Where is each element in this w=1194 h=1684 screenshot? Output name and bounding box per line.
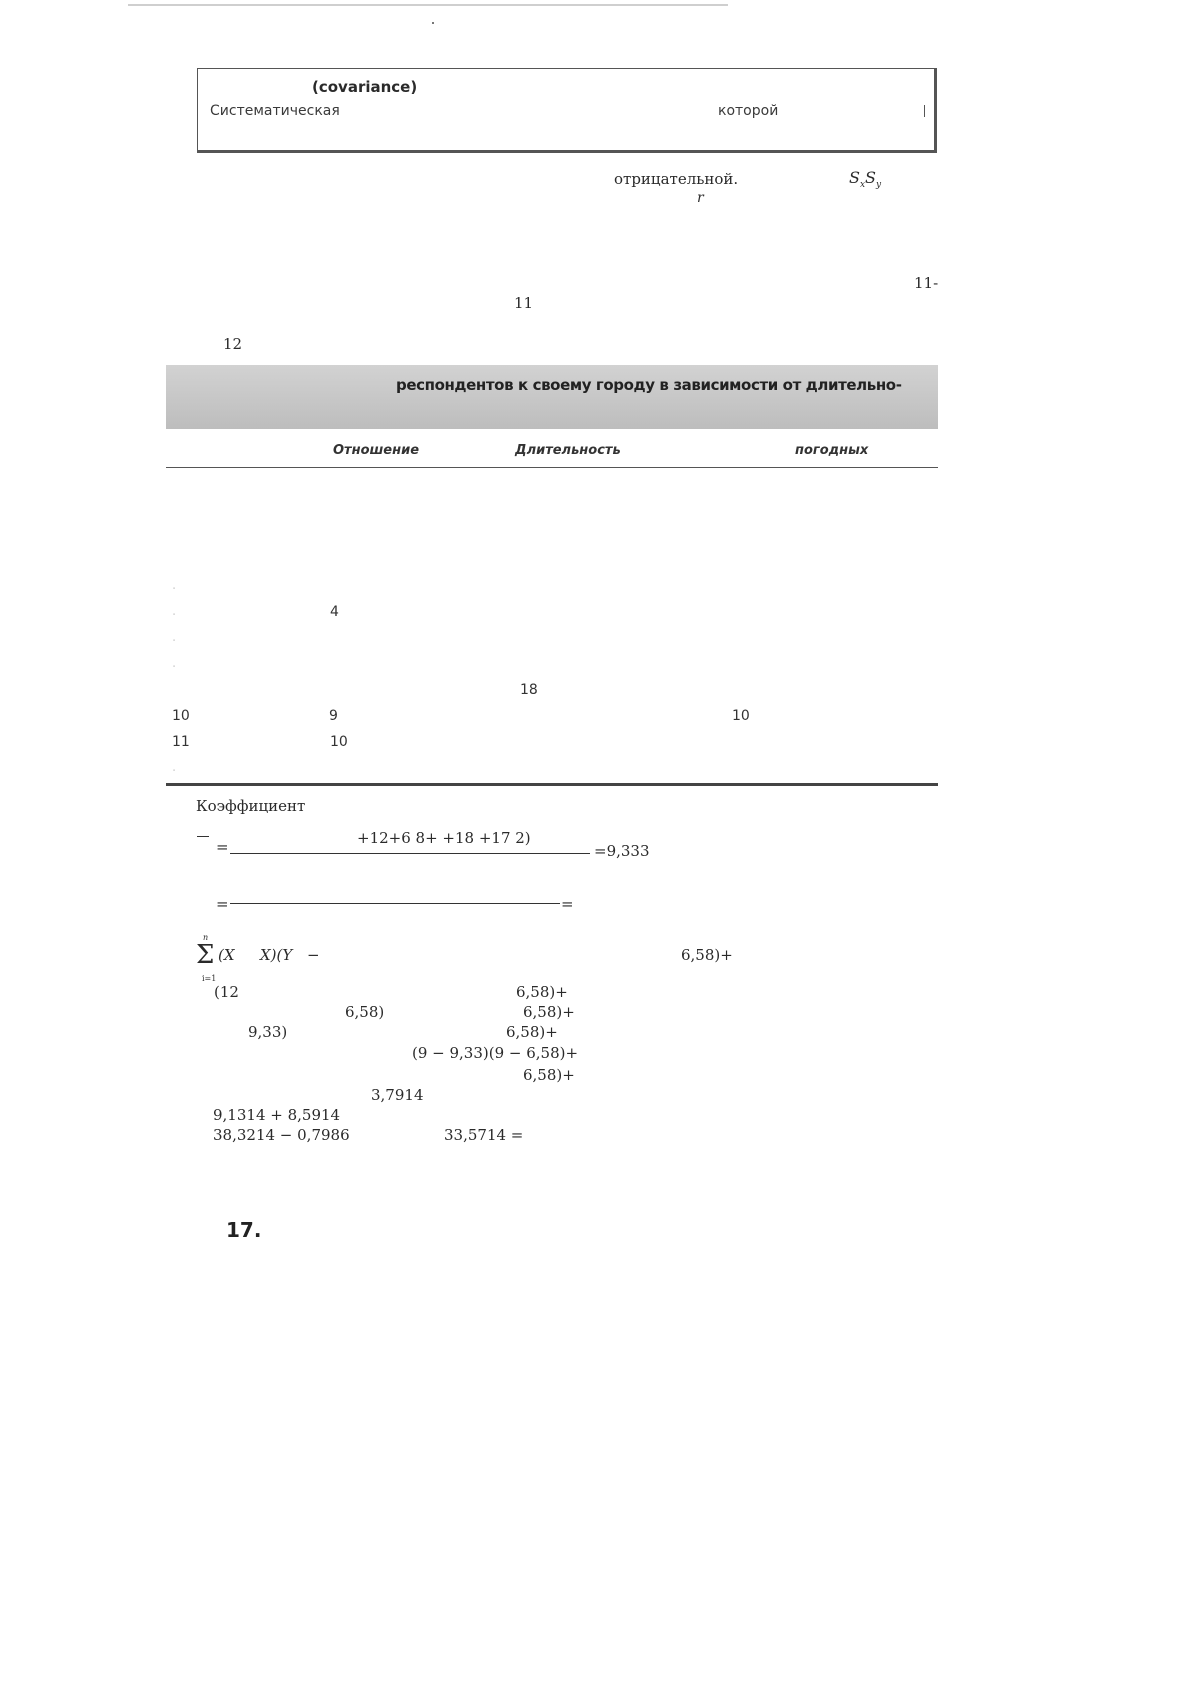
- faded-row-marker: ·: [172, 634, 177, 649]
- sx-subscript: x: [859, 180, 866, 191]
- covariance-fraction-line: [230, 903, 560, 904]
- column-header-attitude: Отношение: [333, 443, 420, 458]
- sum-lower-limit: i=1: [202, 974, 217, 983]
- calc-line-2-left: (12: [214, 983, 239, 1001]
- sx-letter: S: [849, 168, 860, 187]
- table-cell: 11: [172, 734, 190, 750]
- calc-line-7: 3,7914: [371, 1086, 424, 1104]
- faded-row-marker: ·: [172, 608, 177, 623]
- scan-speck: [432, 22, 434, 24]
- calc-line-4-left: 9,33): [248, 1023, 288, 1041]
- definition-box: [197, 68, 937, 153]
- column-header-duration: Длительность: [515, 443, 621, 458]
- calc-line-9-right: 33,5714 =: [444, 1126, 524, 1144]
- calc-line-8: 9,1314 + 8,5914: [213, 1106, 341, 1124]
- calc-line-3-right: 6,58)+: [523, 1003, 575, 1021]
- definition-text-right: которой: [718, 103, 779, 119]
- sum-term-minus: −: [307, 946, 320, 964]
- calc-line-3-mid: 6,58): [345, 1003, 385, 1021]
- faded-row-marker: ·: [172, 582, 177, 597]
- r-symbol: r: [697, 190, 704, 206]
- faded-row-marker: ·: [172, 764, 177, 779]
- calc-line-2-right: 6,58)+: [516, 983, 568, 1001]
- calc-line-1: 6,58)+: [681, 946, 733, 964]
- definition-term: (covariance): [312, 78, 418, 96]
- table-cell: 4: [330, 604, 339, 620]
- mean-result: =9,333: [594, 842, 650, 860]
- table-title-band: [166, 365, 938, 429]
- table-cell: 10: [330, 734, 348, 750]
- calc-line-4-right: 6,58)+: [506, 1023, 558, 1041]
- sum-term-x: (X: [218, 946, 235, 964]
- page-number: 17.: [226, 1218, 262, 1242]
- calc-line-6: 6,58)+: [523, 1066, 575, 1084]
- definition-tick-mark: [924, 105, 925, 117]
- definition-text-left: Систематическая: [210, 103, 340, 119]
- equals-sign: =: [216, 895, 229, 913]
- calc-line-5: (9 − 9,33)(9 − 6,58)+: [412, 1044, 579, 1062]
- mean-numerator: +12+6 8+ +18 +17 2): [357, 829, 531, 847]
- equals-sign: =: [216, 838, 229, 856]
- sum-symbol: Σ: [196, 940, 215, 970]
- reference-11-middle: 11: [514, 294, 534, 312]
- calc-line-9-left: 38,3214 − 0,7986: [213, 1126, 350, 1144]
- coefficient-label: Коэффициент: [196, 797, 306, 815]
- sum-upper-limit: n: [203, 933, 209, 942]
- table-title: респондентов к своему городу в зависимости от длительно-: [396, 376, 902, 394]
- word-negative: отрицательной.: [614, 170, 739, 188]
- sy-subscript: y: [876, 180, 882, 191]
- mean-bar: [197, 836, 209, 837]
- reference-12: 12: [223, 335, 243, 353]
- sy-letter: S: [865, 168, 877, 187]
- table-bottom-rule: [166, 783, 938, 786]
- table-header-rule: [166, 467, 938, 468]
- reference-11-right: 11-: [914, 274, 939, 292]
- equals-sign: =: [561, 895, 574, 913]
- column-header-weather: погодных: [795, 443, 869, 458]
- mean-fraction-line: [230, 853, 590, 854]
- table-cell: 9: [329, 708, 338, 724]
- sum-term-y: X)(Y: [260, 946, 293, 964]
- table-cell: 10: [732, 708, 750, 724]
- table-cell: 18: [520, 682, 538, 698]
- faded-row-marker: ·: [172, 660, 177, 675]
- top-edge-rule: [128, 4, 728, 6]
- table-cell: 10: [172, 708, 190, 724]
- sx-sy-symbol: [849, 168, 881, 190]
